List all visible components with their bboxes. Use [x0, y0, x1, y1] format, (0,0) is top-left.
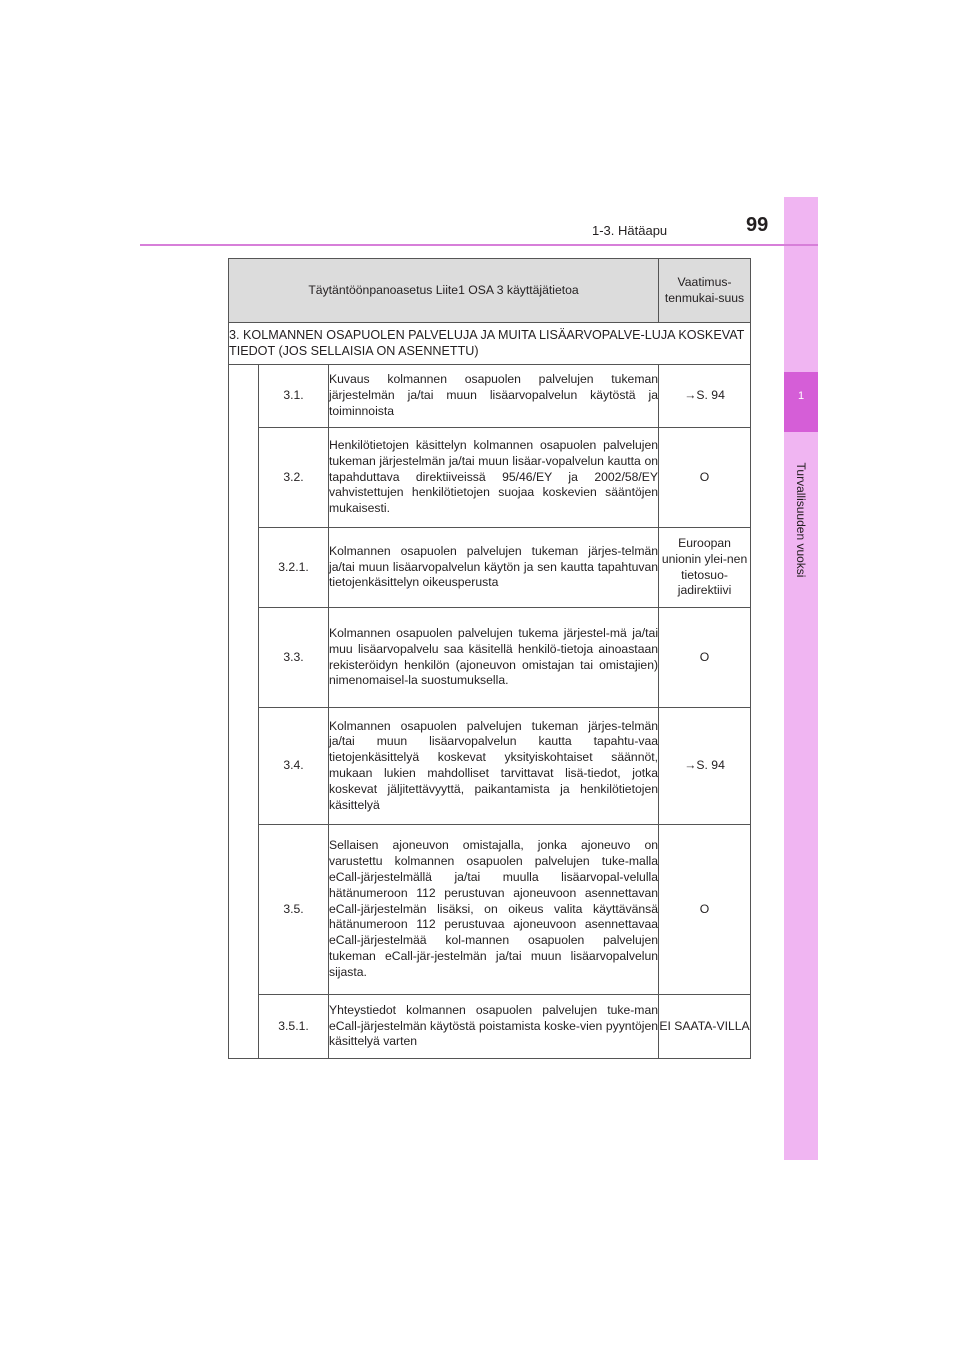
chapter-number: 1 — [797, 390, 805, 402]
row-requirement: O — [659, 825, 751, 995]
column-header-main: Täytäntöönpanoasetus Liite1 OSA 3 käyttäjätietoa — [229, 259, 659, 323]
row-number: 3.3. — [259, 608, 329, 708]
row-description: Kolmannen osapuolen palvelujen tukeman järjes-telmän ja/tai muun lisäarvopalvelun käytön ja sen kautta tapahtuvan tietojenkäsittelyn oikeusperusta — [329, 528, 659, 608]
row-requirement: →S. 94 — [659, 708, 751, 825]
row-requirement: O — [659, 428, 751, 528]
row-number: 3.5.1. — [259, 995, 329, 1059]
row-description: Yhteystiedot kolmannen osapuolen palvelujen tuke-man eCall-järjestelmän käytöstä poistamista koske-vien pyyntöjen käsittelyä varten — [329, 995, 659, 1059]
row-number: 3.4. — [259, 708, 329, 825]
requirements-table — [228, 258, 751, 1059]
table-row — [229, 365, 751, 428]
row-requirement: O — [659, 608, 751, 708]
row-description: Henkilötietojen käsittelyn kolmannen osapuolen palvelujen tukeman järjestelmän ja/tai muun lisäar-vopalvelun kautta on tapahduttava direktiiveissä 95/46/EY ja 2002/58/EY vahvistettujen henkilötietojen suojaa koskevien sääntöjen mukaisesti. — [329, 428, 659, 528]
row-number: 3.5. — [259, 825, 329, 995]
row-requirement: EI SAATA-VILLA — [659, 995, 751, 1059]
page-number: 99 — [746, 214, 769, 236]
column-header-requirement: Vaatimus-tenmukai-suus — [659, 259, 751, 323]
table-row — [229, 708, 751, 825]
section-title: 1-3. Hätäapu — [592, 223, 668, 238]
section-heading-row — [229, 323, 751, 365]
row-requirement: Euroopan unionin ylei-nen tietosuo-jadirektiivi — [659, 528, 751, 608]
row-requirement: →S. 94 — [659, 365, 751, 428]
chapter-title: Turvallisuuden vuoksi — [794, 462, 808, 578]
row-description: Kuvaus kolmannen osapuolen palvelujen tukeman järjestelmän ja/tai muun lisäarvopalvelun käytöstä ja toiminnoista — [329, 365, 659, 428]
table-row — [229, 995, 751, 1059]
row-number: 3.2. — [259, 428, 329, 528]
indent-cell — [229, 365, 259, 1059]
header-divider — [140, 244, 818, 246]
row-description: Kolmannen osapuolen palvelujen tukema järjestel-mä ja/tai muu lisäarvopalvelu saa käsitellä henkilö-tietoja ainoastaan rekisteröidyn henkilön (ajoneuvon omistajan tai omistajien) nimenomaisel-la suostumuksella. — [329, 608, 659, 708]
row-description: Kolmannen osapuolen palvelujen tukeman järjes-telmän ja/tai muun lisäarvopalvelun kautta tapahtu-vaa tietojenkäsittelyä koskevat yksityiskohtaiset säännöt, mukaan lukien mahdolliset tarvittavat lisä-tiedot, jotka koskevat jäljitettävyyttä, paikantamista ja henkilötietojen käsittelyä — [329, 708, 659, 825]
row-description: Sellaisen ajoneuvon omistajalla, jonka ajoneuvo on varustettu kolmannen osapuolen palvelujen tuke-malla eCall-järjestelmällä ja/tai muulla lisäarvopal-velulla hätänumeroon 112 perustuvan ajoneuvoon asennettavan eCall-järjestelmän lisäksi, on oikeus valita käyttävänsä hätänumeroon 112 perustuvaa ajoneuvoon asennettavaa eCall-järjestelmää kol-mannen osapuolen palvelujen tukeman eCall-jär-jestelmän ja/tai muun lisäarvopalvelun sijasta. — [329, 825, 659, 995]
table-header-row — [229, 259, 751, 323]
table-row — [229, 528, 751, 608]
row-number: 3.1. — [259, 365, 329, 428]
section-heading: 3. KOLMANNEN OSAPUOLEN PALVELUJA JA MUITA LISÄARVOPALVE-LUJA KOSKEVAT TIEDOT (JOS SELLAISIA ON ASENNETTU) — [229, 323, 751, 365]
table-row — [229, 825, 751, 995]
chapter-number-marker — [784, 372, 818, 432]
chapter-side-tab — [784, 197, 818, 1160]
table-row — [229, 428, 751, 528]
row-number: 3.2.1. — [259, 528, 329, 608]
table-row — [229, 608, 751, 708]
